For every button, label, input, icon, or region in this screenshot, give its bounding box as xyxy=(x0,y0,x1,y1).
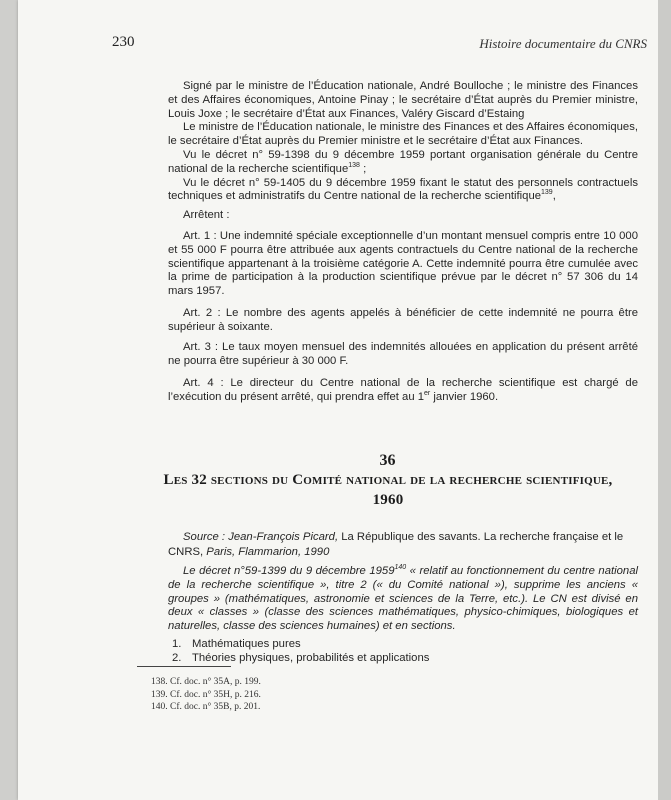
decret-paragraph xyxy=(168,565,638,634)
ministers-paragraph: Le ministre de l’Éducation nationale, le ministre des Finances et des Affaires économiques, le secrétaire d’État auprès du Premier ministre et le secrétaire d’État aux Finances. xyxy=(168,121,638,148)
sections-list xyxy=(172,637,632,665)
decret-rest: « relatif au fonctionnement du centre national de la recherche scientifique », titre 2 (« du Comité national »), supprime les anciens « groupes » (mathématiques, astronomie et sciences de la Terre, etc.). Le CN est divisé en deux « classes » (classe des sciences mathématiques, physico-chimiques, biologiques et naturelles, classe des sciences humaines) et en sections. xyxy=(168,565,638,633)
decret-text: Le décret n°59-1399 du 9 décembre 1959 xyxy=(183,565,395,577)
arretent-heading: Arrêtent : xyxy=(183,209,230,221)
footnote-divider xyxy=(137,666,231,667)
footnote-ref-138: 138 xyxy=(348,162,360,170)
scan-left-edge xyxy=(0,0,18,800)
vu1-text: Vu le décret n° 59-1398 du 9 décembre 1959 portant organisation générale du Centre national de la recherche scientifique xyxy=(168,148,638,175)
source-label: Source : Jean-François Picard, xyxy=(183,531,339,543)
vu1-end: ; xyxy=(359,162,367,175)
signatories-paragraph: Signé par le ministre de l’Éducation nationale, André Boulloche ; le ministre des Finances et des Affaires économiques, Antoine Pinay ; le secrétaire d’État auprès du Premier ministre, Louis Joxe ; le secrétaire d’État aux Finances, Valéry Giscard d’Estaing xyxy=(168,80,638,120)
vu2-end: , xyxy=(552,190,556,203)
article-4-end: janvier 1960. xyxy=(430,390,499,403)
article-4-sup: er xyxy=(424,390,431,398)
page-header xyxy=(112,34,647,54)
section-title-line-1: Les 32 sections du Comité national de la recherche scientifique, xyxy=(163,472,613,488)
list-item-label: Mathématiques pures xyxy=(192,638,301,650)
running-title: Histoire documentaire du CNRS xyxy=(479,36,647,51)
article-2-text: Art. 2 : Le nombre des agents appelés à bénéficier de cette indemnité ne pourra être supérieur à soixante. xyxy=(168,307,638,333)
preamble-block xyxy=(168,80,638,204)
source-paragraph xyxy=(168,530,638,559)
scan-right-edge xyxy=(658,0,671,800)
footnote-ref-139: 139 xyxy=(541,189,553,197)
article-4-text xyxy=(168,377,638,405)
footnote-138: 138. Cf. doc. n° 35A, p. 199. xyxy=(151,677,261,687)
page-number: 230 xyxy=(112,34,135,50)
arretent-block xyxy=(168,209,638,223)
list-item-label: Théories physiques, probabilités et applications xyxy=(192,652,430,664)
vu-paragraph-1 xyxy=(168,149,638,177)
section-title-line-2: 1960 xyxy=(372,492,404,508)
article-4 xyxy=(168,377,638,405)
vu-paragraph-2 xyxy=(168,177,638,205)
source-publisher: Paris, Flammarion, 1990 xyxy=(206,545,330,558)
article-3 xyxy=(168,341,638,369)
footnote-ref-140: 140 xyxy=(394,564,407,572)
list-item xyxy=(172,651,632,665)
footnotes xyxy=(151,676,261,714)
list-item xyxy=(172,637,632,651)
article-1 xyxy=(168,230,638,299)
list-item-number: 2. xyxy=(172,652,182,664)
source-text: La République des savants. La recherche française et le CNRS, xyxy=(168,531,624,558)
section-title xyxy=(118,470,658,510)
section-number: 36 xyxy=(379,452,396,469)
list-item-number: 1. xyxy=(172,638,182,650)
vu2-text: Vu le décret n° 59-1405 du 9 décembre 1959 fixant le statut des personnels contractuels techniques et administratifs du Centre national de la recherche scientifique xyxy=(168,176,638,203)
footnote-140: 140. Cf. doc. n° 35B, p. 201. xyxy=(151,702,261,712)
article-4-main: Art. 4 : Le directeur du Centre national de la recherche scientifique est chargé de l’exécution du présent arrêté, qui prendra effet au 1 xyxy=(168,377,638,403)
footnote-139: 139. Cf. doc. n° 35H, p. 216. xyxy=(151,689,261,700)
article-2 xyxy=(168,307,638,335)
article-1-text: Art. 1 : Une indemnité spéciale exceptionnelle d’un montant mensuel compris entre 10 000 et 55 000 F pourra être attribuée aux agents contractuels du Centre national de la recherche scientifique appartenant à la troisième catégorie A. Cette indemnité pourra être cumulée avec la prime de participation à la production scientifique prévue par le décret n° 57 306 du 14 mars 1957. xyxy=(168,230,638,298)
article-3-text: Art. 3 : Le taux moyen mensuel des indemnités allouées en application du présent arrêté ne pourra être supérieur à 30 000 F. xyxy=(168,341,638,367)
